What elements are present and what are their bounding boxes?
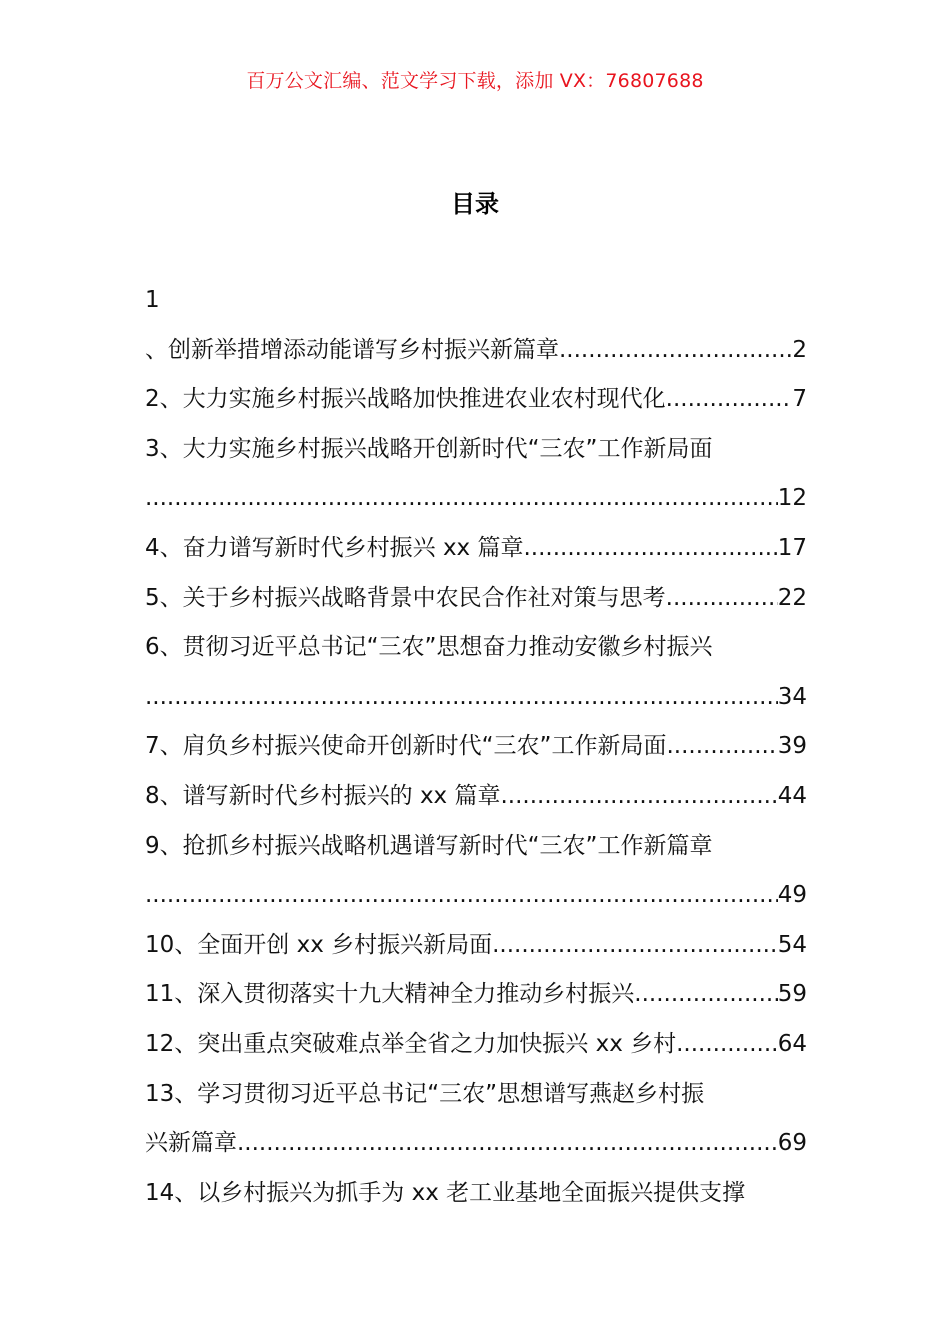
toc-page-number: 44: [777, 782, 807, 809]
page-title: 目录: [451, 190, 499, 218]
toc-page-number: 22: [777, 584, 807, 611]
toc-page-number: 2: [792, 336, 807, 363]
toc-page-number: 34: [777, 683, 807, 710]
toc-leader-dots: [634, 970, 777, 1020]
toc-leader-dots: [523, 524, 777, 574]
toc-entry[interactable]: [145, 474, 807, 524]
toc-entry-title: 兴新篇章: [145, 1130, 237, 1157]
toc-leader-dots: [676, 1020, 778, 1070]
toc-leader-dots: [237, 1119, 778, 1169]
toc-entry-title: 7、肩负乡村振兴使命开创新时代“三农”工作新局面: [145, 733, 667, 760]
toc-entry-title: 13、学习贯彻习近平总书记“三农”思想谱写燕赵乡村振: [145, 1080, 705, 1107]
toc-entry-title: 2、大力实施乡村振兴战略加快推进农业农村现代化: [145, 386, 666, 413]
toc-entry[interactable]: [145, 1020, 807, 1070]
toc-page-number: 49: [777, 882, 807, 909]
toc-entry-title: 6、贯彻习近平总书记“三农”思想奋力推动安徽乡村振兴: [145, 634, 713, 661]
toc-entry-title: 12、突出重点突破难点举全省之力加快振兴 xx 乡村: [145, 1030, 677, 1057]
table-of-contents: [145, 276, 807, 1218]
toc-entry[interactable]: [145, 1070, 807, 1120]
toc-entry-title: 、创新举措增添动能谱写乡村振兴新篇章: [145, 336, 559, 363]
toc-page-number: 69: [777, 1130, 807, 1157]
toc-entry-title: 11、深入贯彻落实十九大精神全力推动乡村振兴: [145, 981, 635, 1008]
toc-entry[interactable]: [145, 375, 807, 425]
toc-entry-title: 10、全面开创 xx 乡村振兴新局面: [145, 931, 493, 958]
toc-page-number: 54: [777, 931, 807, 958]
toc-leader-dots: [666, 574, 778, 624]
toc-page-number: 17: [777, 534, 807, 561]
toc-page-number: 39: [777, 733, 807, 760]
toc-entry-title: 4、奋力谱写新时代乡村振兴 xx 篇章: [145, 534, 524, 561]
toc-entry-title: 14、以乡村振兴为抓手为 xx 老工业基地全面振兴提供支撑: [145, 1179, 746, 1206]
toc-leader-dots: [666, 375, 793, 425]
toc-page-number: 64: [777, 1030, 807, 1057]
toc-leader-dots: [145, 871, 778, 921]
toc-entry-title: 1: [145, 287, 160, 313]
toc-entry[interactable]: [145, 970, 807, 1020]
toc-entry[interactable]: [145, 673, 807, 723]
toc-page-number: 7: [792, 386, 807, 413]
toc-entry[interactable]: [145, 326, 807, 376]
toc-entry[interactable]: [145, 623, 807, 673]
toc-entry[interactable]: [145, 276, 807, 326]
toc-leader-dots: [145, 673, 778, 723]
toc-leader-dots: [666, 722, 777, 772]
toc-leader-dots: [145, 474, 778, 524]
toc-entry[interactable]: [145, 425, 807, 475]
toc-entry-title: 9、抢抓乡村振兴战略机遇谱写新时代“三农”工作新篇章: [145, 832, 713, 859]
toc-entry[interactable]: [145, 1169, 807, 1219]
toc-entry[interactable]: [145, 822, 807, 872]
toc-page-number: 59: [777, 981, 807, 1008]
toc-leader-dots: [500, 772, 777, 822]
toc-entry[interactable]: [145, 1119, 807, 1169]
toc-leader-dots: [559, 326, 792, 376]
toc-entry[interactable]: [145, 524, 807, 574]
toc-entry-title: 3、大力实施乡村振兴战略开创新时代“三农”工作新局面: [145, 435, 713, 462]
toc-entry[interactable]: [145, 921, 807, 971]
toc-entry[interactable]: [145, 871, 807, 921]
toc-entry-title: 5、关于乡村振兴战略背景中农民合作社对策与思考: [145, 584, 666, 611]
watermark-header: 百万公文汇编、范文学习下载，添加 VX：76807688: [246, 70, 704, 92]
toc-entry-title: 8、谱写新时代乡村振兴的 xx 篇章: [145, 782, 501, 809]
toc-entry[interactable]: [145, 722, 807, 772]
toc-leader-dots: [492, 921, 778, 971]
toc-entry[interactable]: [145, 574, 807, 624]
toc-entry[interactable]: [145, 772, 807, 822]
toc-page-number: 12: [777, 485, 807, 512]
